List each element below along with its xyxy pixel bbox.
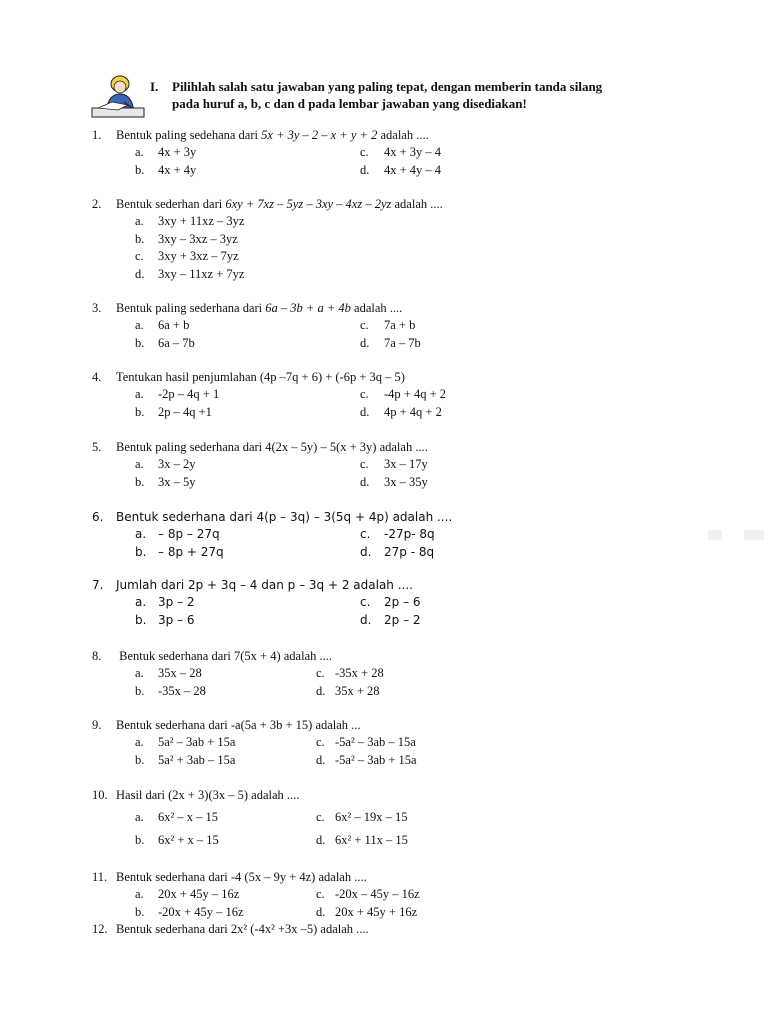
option-row — [92, 213, 443, 231]
question-text: Bentuk sederhana dari 4(p – 3q) – 3(5q + 4p) adalah .... — [116, 510, 453, 524]
scan-artifact — [708, 530, 722, 540]
question-stem — [92, 368, 405, 386]
question-text: Bentuk sederhana dari 2x² (-4x² +3x –5) adalah .... — [116, 922, 369, 936]
option-row — [92, 612, 421, 630]
option-label[interactable]: a. — [135, 527, 147, 541]
option-label[interactable]: b. — [135, 231, 145, 246]
question-6 — [92, 508, 452, 561]
option-text: -4p + 4q + 2 — [384, 387, 447, 401]
question-number: 6. — [92, 510, 104, 524]
question-number: 7. — [92, 578, 104, 592]
option-row — [92, 886, 420, 904]
option-label[interactable]: d. — [316, 752, 326, 767]
option-label[interactable]: b. — [135, 904, 145, 919]
option-text: 27p - 8q — [384, 544, 435, 559]
scan-artifact — [744, 530, 764, 540]
option-row — [92, 594, 421, 612]
option-text: 3p – 6 — [158, 612, 195, 627]
option-label[interactable]: d. — [316, 683, 326, 698]
question-stem — [92, 647, 332, 665]
instruction-line-2: pada huruf a, b, c dan d pada lembar jawaban yang disediakan! — [172, 96, 527, 111]
question-stem — [92, 508, 452, 526]
question-number: 4. — [92, 370, 102, 384]
option-text: 4p + 4q + 2 — [384, 404, 442, 419]
question-12 — [92, 920, 369, 938]
option-text: -27p- 8q — [384, 527, 435, 541]
option-label[interactable]: b. — [135, 404, 145, 419]
option-text: 3xy – 3xz – 3yz — [158, 231, 238, 246]
question-8 — [92, 647, 384, 700]
option-label[interactable]: d. — [360, 162, 370, 177]
question-10 — [92, 786, 408, 852]
option-text: 20x + 45y – 16z — [158, 887, 240, 901]
option-label[interactable]: a. — [135, 318, 144, 332]
option-label[interactable]: c. — [135, 249, 144, 263]
option-text: 6x² – x – 15 — [158, 810, 218, 824]
option-text: 6x² – 19x – 15 — [335, 810, 408, 824]
option-label[interactable]: d. — [360, 404, 370, 419]
option-row — [92, 162, 442, 180]
question-stem — [92, 716, 361, 734]
option-label[interactable]: b. — [135, 162, 145, 177]
option-label[interactable]: a. — [135, 214, 144, 228]
option-label[interactable]: d. — [360, 612, 372, 627]
question-7 — [92, 576, 421, 629]
option-row — [92, 386, 447, 404]
student-writing-icon — [88, 72, 148, 118]
question-text: Bentuk sederhana dari 7(5x + 4) adalah .... — [116, 649, 333, 663]
option-row — [92, 665, 384, 683]
option-row — [92, 248, 443, 266]
question-text: Bentuk sederhan dari — [116, 197, 226, 211]
option-text: 6x² + 11x – 15 — [335, 833, 408, 847]
option-text: 3x – 35y — [384, 474, 428, 489]
question-11 — [92, 868, 420, 921]
option-text: 2p – 4q +1 — [158, 404, 212, 419]
question-text: Bentuk paling sederhana dari 4(2x – 5y) – 5(x + 3y) adalah .... — [116, 440, 428, 454]
question-expression: 6xy + 7xz – 5yz – 3xy – 4xz – 2yz — [225, 197, 392, 211]
question-stem — [92, 438, 428, 456]
question-expression: 6a – 3b + a + 4b — [265, 301, 351, 315]
option-label[interactable]: c. — [360, 457, 369, 471]
option-row — [92, 752, 417, 770]
option-label[interactable]: d. — [316, 904, 326, 919]
option-row — [92, 526, 452, 544]
option-text: 7a – 7b — [384, 335, 421, 350]
option-text: 35x + 28 — [335, 683, 380, 698]
option-row — [92, 806, 408, 829]
question-2 — [92, 195, 443, 283]
option-text: -20x + 45y – 16z — [158, 904, 244, 919]
question-stem — [92, 299, 402, 317]
question-text: Hasil dari (2x + 3)(3x – 5) adalah .... — [116, 788, 300, 802]
question-number: 10. — [92, 788, 108, 802]
option-text: 6a – 7b — [158, 335, 195, 350]
question-text: Bentuk sederhana dari -a(5a + 3b + 15) adalah ... — [116, 718, 361, 732]
question-text: Bentuk paling sederhana dari — [116, 301, 266, 315]
option-row — [92, 474, 428, 492]
option-label[interactable]: a. — [135, 595, 147, 609]
question-stem — [92, 195, 443, 213]
question-number: 11. — [92, 870, 108, 884]
question-stem — [92, 576, 413, 594]
option-label[interactable]: b. — [135, 335, 145, 350]
option-row — [92, 544, 452, 562]
option-text: – 8p – 27q — [158, 527, 220, 541]
option-text: 3x – 2y — [158, 457, 196, 471]
question-text-end: adalah .... — [350, 301, 403, 315]
option-label[interactable]: c. — [360, 387, 369, 401]
question-number: 1. — [92, 128, 102, 142]
option-text: 35x – 28 — [158, 666, 202, 680]
instruction-number: I. — [150, 79, 159, 94]
option-label[interactable]: a. — [135, 145, 144, 159]
option-label[interactable]: b. — [135, 683, 145, 698]
question-text: Tentukan hasil penjumlahan (4p –7q + 6) + (-6p + 3q – 5) — [116, 370, 405, 384]
question-text-end: adalah .... — [391, 197, 443, 211]
option-label[interactable]: b. — [135, 752, 145, 767]
option-text: -5a² – 3ab – 15a — [335, 735, 416, 749]
option-text: -2p – 4q + 1 — [158, 387, 220, 401]
option-text: 4x + 4y – 4 — [384, 162, 442, 177]
option-label[interactable]: c. — [360, 527, 371, 541]
question-3 — [92, 299, 421, 352]
option-label[interactable]: c. — [316, 810, 325, 824]
option-label[interactable]: d. — [316, 833, 326, 847]
option-text: 3x – 5y — [158, 474, 196, 489]
option-row — [92, 683, 380, 701]
question-number: 8. — [92, 649, 102, 663]
option-text: 4x + 3y — [158, 145, 197, 159]
option-row — [92, 266, 443, 284]
option-label[interactable]: a. — [135, 666, 144, 680]
option-row — [92, 335, 421, 353]
question-stem — [92, 786, 299, 804]
question-number: 12. — [92, 922, 108, 936]
option-label[interactable]: d. — [360, 335, 370, 350]
option-text: 4x + 4y — [158, 162, 197, 177]
option-text: 3p – 2 — [158, 595, 195, 609]
option-label[interactable]: c. — [360, 595, 371, 609]
option-text: -20x – 45y – 16z — [335, 887, 420, 901]
question-number: 5. — [92, 440, 102, 454]
option-text: 3xy + 3xz – 7yz — [158, 249, 239, 263]
option-label[interactable]: c. — [316, 735, 325, 749]
instruction-line-1 — [150, 78, 602, 95]
option-text: 4x + 3y – 4 — [384, 145, 442, 159]
option-text: 2p – 2 — [384, 612, 421, 627]
option-text: 6a + b — [158, 318, 190, 332]
question-expression: 5x + 3y – 2 – x + y + 2 — [261, 128, 378, 142]
question-5 — [92, 438, 428, 491]
question-text: Bentuk sederhana dari -4 (5x – 9y + 4z) adalah .... — [116, 870, 367, 884]
option-label[interactable]: c. — [316, 666, 325, 680]
option-row — [92, 734, 416, 752]
option-text: 2p – 6 — [384, 595, 421, 609]
option-label[interactable]: c. — [316, 887, 325, 901]
option-text: -35x + 28 — [335, 666, 384, 680]
option-row — [92, 829, 408, 852]
option-label[interactable]: b. — [135, 612, 147, 627]
question-text: Jumlah dari 2p + 3q – 4 dan p – 3q + 2 adalah .... — [116, 578, 413, 592]
option-text: 3x – 17y — [384, 457, 428, 471]
question-text-end: adalah .... — [377, 128, 429, 142]
question-stem — [92, 920, 369, 938]
question-4 — [92, 368, 447, 421]
option-text: 3xy + 11xz – 3yz — [158, 214, 245, 228]
option-text: -5a² – 3ab + 15a — [335, 752, 417, 767]
option-row — [92, 904, 418, 922]
question-9 — [92, 716, 417, 769]
question-number: 3. — [92, 301, 102, 315]
option-label[interactable]: c. — [360, 318, 369, 332]
option-label[interactable]: c. — [360, 145, 369, 159]
question-number: 9. — [92, 718, 102, 732]
option-label[interactable]: a. — [135, 735, 144, 749]
instruction-text-1: Pilihlah salah satu jawaban yang paling tepat, dengan memberin tanda silang — [172, 79, 603, 94]
question-1 — [92, 126, 442, 179]
option-text: 3xy – 11xz + 7yz — [158, 266, 245, 281]
option-label[interactable]: a. — [135, 387, 144, 401]
question-number: 2. — [92, 197, 102, 211]
option-row — [92, 144, 442, 162]
question-stem — [92, 868, 367, 886]
option-label[interactable]: b. — [135, 474, 145, 489]
option-label[interactable]: d. — [135, 266, 145, 281]
option-text: 6x² + x – 15 — [158, 833, 219, 847]
question-text: Bentuk paling sedehana dari — [116, 128, 262, 142]
option-label[interactable]: d. — [360, 474, 370, 489]
option-label[interactable]: a. — [135, 887, 144, 901]
option-label[interactable]: d. — [360, 544, 372, 559]
option-row — [92, 317, 416, 335]
option-text: 5a² – 3ab + 15a — [158, 735, 236, 749]
option-label[interactable]: a. — [135, 457, 144, 471]
option-label[interactable]: a. — [135, 810, 144, 824]
option-text: 20x + 45y + 16z — [335, 904, 418, 919]
option-label[interactable]: b. — [135, 833, 145, 847]
option-text: – 8p + 27q — [158, 544, 224, 559]
question-stem — [92, 126, 429, 144]
option-text: 7a + b — [384, 318, 416, 332]
option-row — [92, 404, 442, 422]
option-text: -35x – 28 — [158, 683, 206, 698]
option-text: 5a² + 3ab – 15a — [158, 752, 236, 767]
instruction-block — [150, 78, 602, 112]
option-label[interactable]: b. — [135, 544, 147, 559]
option-row — [92, 456, 428, 474]
option-row — [92, 231, 443, 249]
